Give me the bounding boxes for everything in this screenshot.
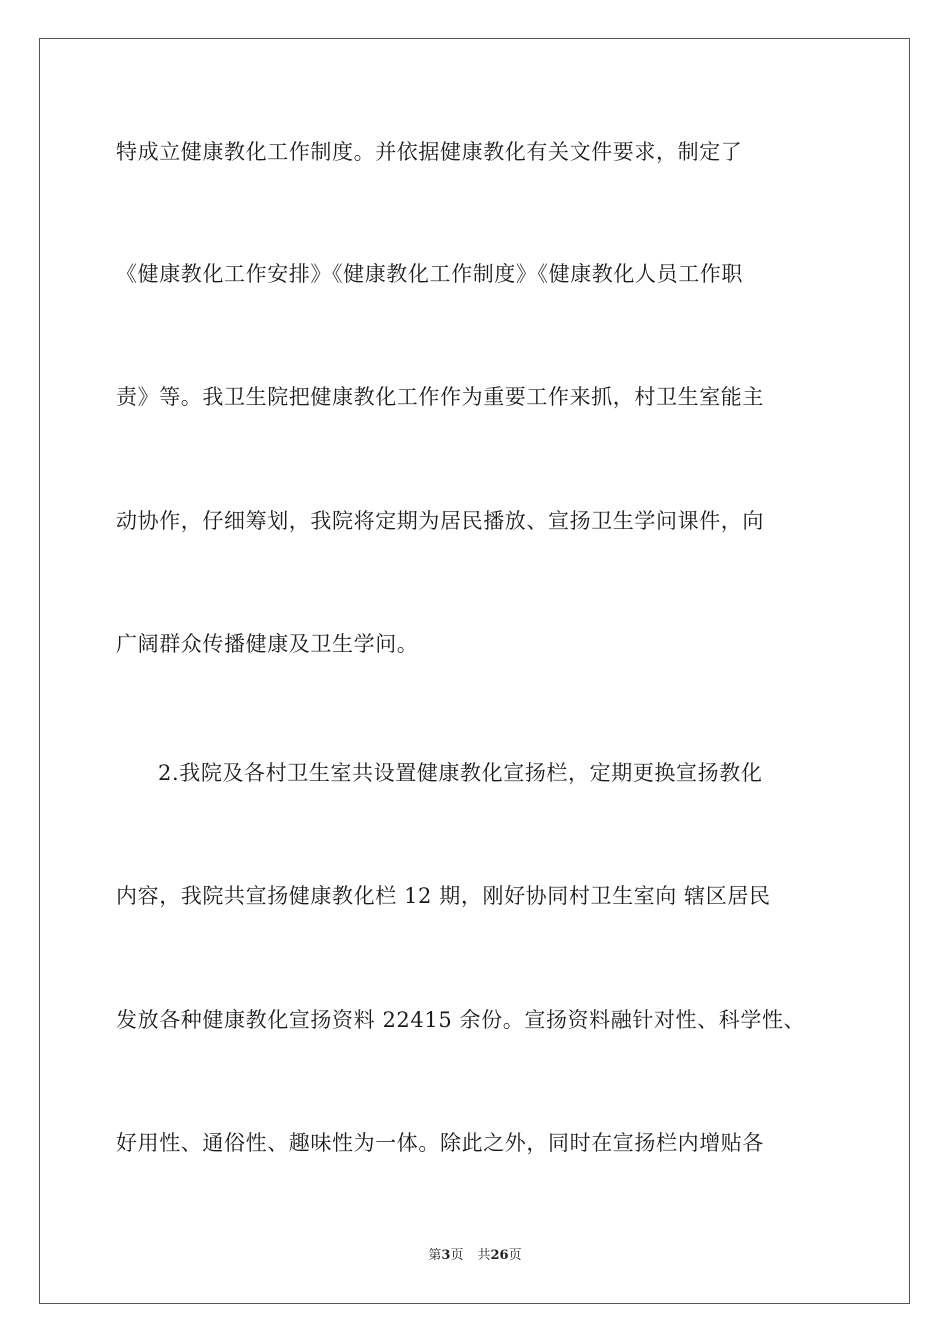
paragraph-line-2: 《健康教化工作安排》《健康教化工作制度》《健康教化人员工作职 [116, 262, 743, 286]
page-footer [0, 1247, 950, 1265]
paragraph-line-4: 动协作，仔细筹划，我院将定期为居民播放、宣扬卫生学问课件，向 [116, 509, 764, 533]
page-suffix: 页 [450, 1248, 464, 1263]
paragraph-line-9: 好用性、通俗性、趣味性为一体。除此之外，同时在宣扬栏内增贴各 [116, 1131, 764, 1155]
paragraph-line-7: 内容，我院共宣扬健康教化栏 12 期，刚好协同村卫生室向 辖区居民 [116, 884, 771, 908]
paragraph-line-6: 2.我院及各村卫生室共设置健康教化宣扬栏，定期更换宣扬教化 [158, 761, 763, 785]
paragraph-line-3: 责》等。我卫生院把健康教化工作作为重要工作来抓，村卫生室能主 [116, 385, 764, 409]
total-prefix: 共 [477, 1248, 491, 1263]
total-suffix: 页 [508, 1248, 522, 1263]
page-current: 3 [441, 1248, 451, 1263]
paragraph-line-1: 特成立健康教化工作制度。并依据健康教化有关文件要求，制定了 [116, 140, 743, 164]
paragraph-line-5: 广阔群众传播健康及卫生学问。 [116, 632, 419, 656]
paragraph-line-8: 发放各种健康教化宣扬资料 22415 余份。宣扬资料融针对性、科学性、 [116, 1008, 806, 1032]
page-frame [39, 38, 910, 1304]
page-prefix: 第 [428, 1248, 442, 1263]
page-total: 26 [490, 1248, 509, 1263]
